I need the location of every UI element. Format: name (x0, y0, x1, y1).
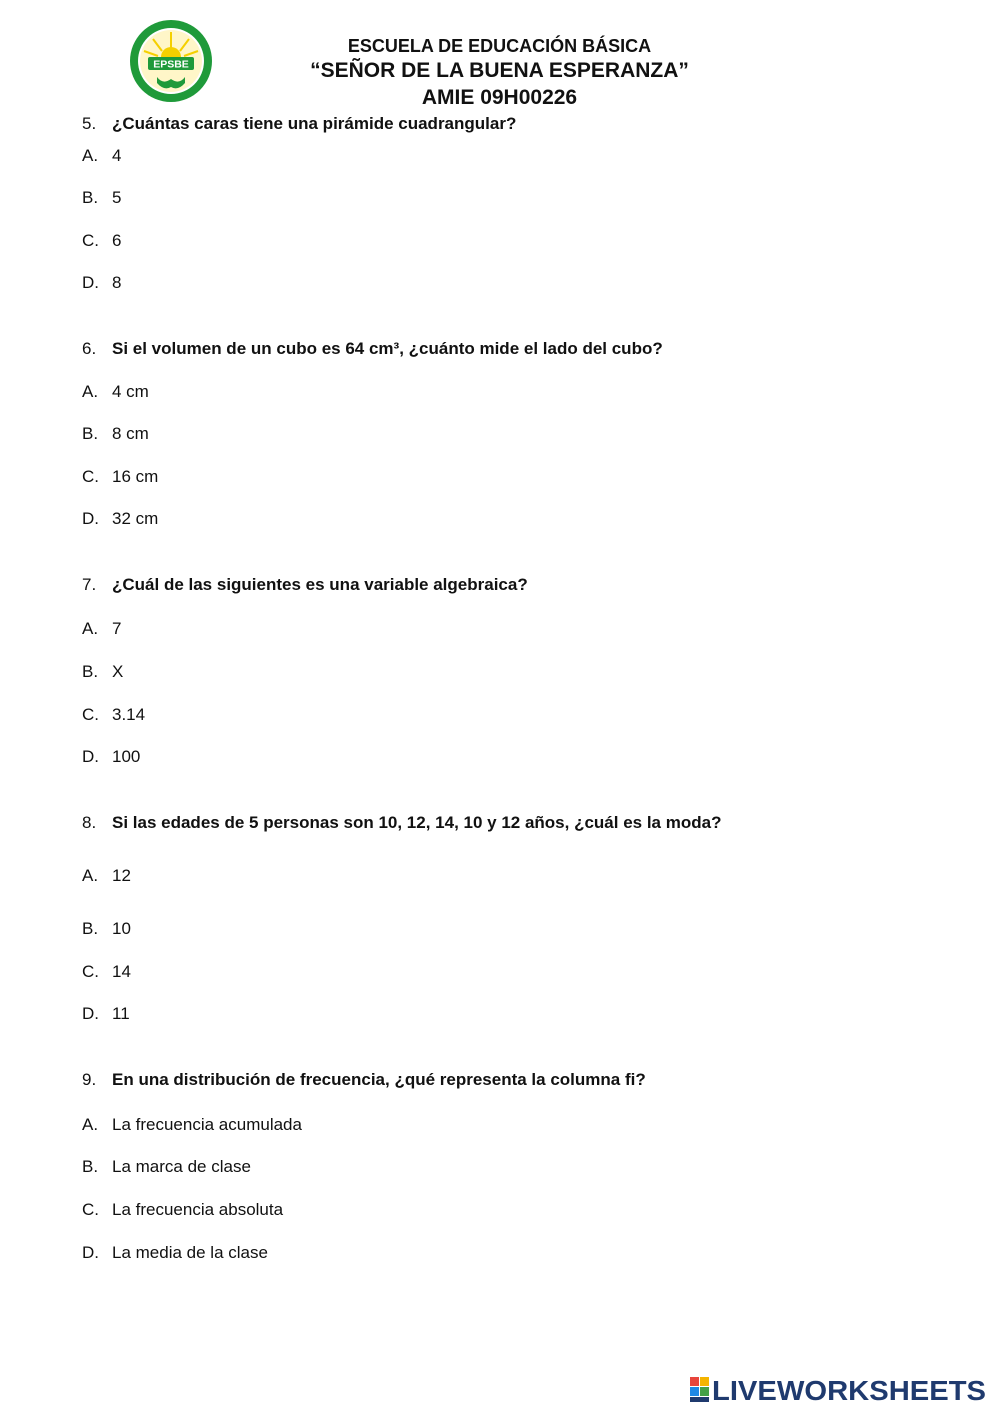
question-5 (82, 114, 516, 134)
option-7b[interactable] (82, 662, 123, 682)
option-text: 8 cm (112, 424, 149, 443)
option-9d[interactable] (82, 1243, 268, 1263)
question-number: 6. (82, 339, 97, 358)
question-7 (82, 575, 528, 595)
option-text: 5 (112, 188, 122, 207)
option-8d[interactable] (82, 1004, 130, 1024)
option-7a[interactable] (82, 619, 121, 639)
option-text: 10 (112, 919, 131, 938)
option-letter: C. (82, 467, 99, 486)
option-text: 8 (112, 273, 122, 292)
option-9c[interactable] (82, 1200, 283, 1220)
option-8b[interactable] (82, 919, 131, 939)
option-text: 4 cm (112, 382, 149, 401)
option-letter: A. (82, 1115, 99, 1134)
option-letter: C. (82, 1200, 99, 1219)
option-9b[interactable] (82, 1157, 251, 1177)
option-8c[interactable] (82, 962, 131, 982)
option-letter: D. (82, 509, 99, 528)
option-6b[interactable] (82, 424, 149, 444)
option-6c[interactable] (82, 467, 158, 487)
question-number: 7. (82, 575, 97, 594)
option-letter: A. (82, 146, 99, 165)
option-6a[interactable] (82, 382, 149, 402)
option-text: 6 (112, 231, 122, 250)
option-5a[interactable] (82, 146, 121, 166)
option-letter: B. (82, 662, 99, 681)
option-letter: B. (82, 424, 99, 443)
option-letter: D. (82, 273, 99, 292)
option-text: La media de la clase (112, 1243, 268, 1262)
option-letter: A. (82, 866, 99, 885)
option-letter: D. (82, 747, 99, 766)
option-text: 11 (112, 1004, 130, 1023)
question-number: 5. (82, 114, 97, 133)
option-text: 32 cm (112, 509, 159, 528)
question-text: En una distribución de frecuencia, ¿qué representa la columna fi? (112, 1070, 646, 1089)
option-5b[interactable] (82, 188, 121, 208)
question-6 (82, 339, 663, 359)
question-text: ¿Cuál de las siguientes es una variable algebraica? (112, 575, 528, 594)
option-text: 100 (112, 747, 141, 766)
option-5c[interactable] (82, 231, 121, 251)
option-9a[interactable] (82, 1115, 302, 1135)
option-letter: C. (82, 705, 99, 724)
option-letter: A. (82, 619, 99, 638)
option-letter: B. (82, 919, 99, 938)
question-text: ¿Cuántas caras tiene una pirámide cuadrangular? (112, 114, 517, 133)
question-text: Si las edades de 5 personas son 10, 12, 14, 10 y 12 años, ¿cuál es la moda? (112, 813, 722, 832)
brand-text: LIVEWORKSHEETS (712, 1375, 986, 1406)
question-8 (82, 813, 721, 833)
option-text: 12 (112, 866, 131, 885)
school-name-title: “SEÑOR DE LA BUENA ESPERANZA” (310, 59, 689, 82)
option-5d[interactable] (82, 273, 121, 293)
option-text: La frecuencia acumulada (112, 1115, 302, 1134)
option-letter: A. (82, 382, 99, 401)
option-text: 4 (112, 146, 122, 165)
liveworksheets-icon (690, 1377, 709, 1402)
option-text: 3.14 (112, 705, 146, 724)
option-letter: B. (82, 188, 99, 207)
amie-code: AMIE 09H00226 (421, 86, 578, 109)
option-letter: D. (82, 1004, 99, 1023)
liveworksheets-logo[interactable] (690, 1372, 988, 1406)
option-8a[interactable] (82, 866, 131, 886)
question-number: 9. (82, 1070, 97, 1089)
option-text: X (112, 662, 124, 681)
question-text: Si el volumen de un cubo es 64 cm³, ¿cuánto mide el lado del cubo? (112, 339, 663, 358)
option-7d[interactable] (82, 747, 140, 767)
option-letter: D. (82, 1243, 99, 1262)
school-type-title: ESCUELA DE EDUCACIÓN BÁSICA (347, 36, 652, 56)
option-6d[interactable] (82, 509, 158, 529)
option-text: 7 (112, 619, 122, 638)
option-letter: C. (82, 231, 99, 250)
option-letter: B. (82, 1157, 99, 1176)
logo-text: EPSBE (153, 58, 189, 71)
question-number: 8. (82, 813, 97, 832)
question-9 (82, 1070, 646, 1090)
option-text: 16 cm (112, 467, 159, 486)
option-7c[interactable] (82, 705, 145, 725)
option-text: La frecuencia absoluta (112, 1200, 284, 1219)
option-text: La marca de clase (112, 1157, 251, 1176)
option-letter: C. (82, 962, 99, 981)
option-text: 14 (112, 962, 131, 981)
